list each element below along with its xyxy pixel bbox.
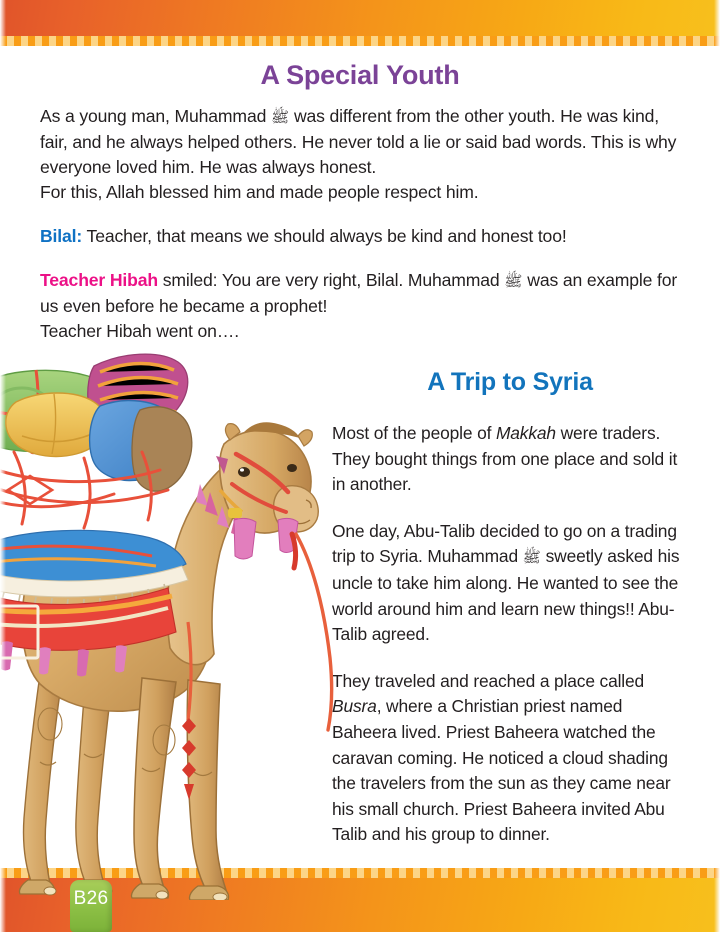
abu-talib-text-lead: One day, Abu-Talib decided to go on a trading trip to Syria. Muhammad [332, 520, 677, 567]
place-name-makkah: Makkah [495, 423, 556, 443]
special-youth-body [40, 104, 686, 344]
speaker-label-bilal: Bilal: [40, 226, 83, 246]
intro-text-lead: As a young man, Muhammad [40, 106, 271, 126]
trip-to-syria-body [332, 421, 688, 848]
intro-text-rest: was different from the other youth. He was kind, fair, and he always helped others. He never told a lie or said bad words. This is why everyone loved him. He was always honest. [40, 106, 677, 177]
teacher-text-after-glyph: was an example for us even before he became a prophet! [40, 270, 678, 316]
trip-to-syria-section [332, 368, 688, 848]
loaded-camel-illustration [0, 348, 337, 900]
paragraph-abu-talib [332, 519, 688, 648]
intro-text-tail: For this, Allah blessed him and made people respect him. [40, 182, 479, 202]
teacher-text-tail: Teacher Hibah went on…. [40, 321, 239, 341]
header-band [0, 0, 720, 36]
page-title: A Special Youth [260, 60, 460, 90]
page-number-badge [70, 880, 112, 932]
paragraph-bilal [40, 224, 686, 249]
pbuh-glyph-icon: ﷺ [522, 549, 541, 567]
paragraph-teacher-hibah [40, 268, 686, 344]
header-dashed-strip [0, 36, 720, 46]
pbuh-glyph-icon: ﷺ [504, 273, 523, 290]
traders-text-lead: Most of the people of [332, 423, 496, 443]
paragraph-intro [40, 104, 686, 205]
speaker-label-teacher-hibah: Teacher Hibah [40, 270, 158, 290]
traders-text-rest: were traders. They bought things from one place and sold it in another. [332, 423, 678, 495]
section-title-trip-to-syria: A Trip to Syria [427, 368, 593, 396]
abu-talib-text-rest: sweetly asked his uncle to take him along. He wanted to see the world around him and learn new things!! Abu-Talib agreed. [332, 546, 680, 645]
teacher-text-before-glyph: smiled: You are very right, Bilal. Muhammad [157, 270, 505, 290]
bilal-dialogue-text: Teacher, that means we should always be kind and honest too! [82, 226, 567, 246]
paragraph-busra [332, 669, 688, 848]
page-number-label: B26 [73, 888, 109, 909]
pbuh-glyph-icon: ﷺ [270, 109, 290, 126]
place-name-busra: Busra [332, 696, 377, 717]
busra-text-rest: , where a Christian priest named Baheera lived. Priest Baheera watched the caravan coming. He noticed a cloud shading the travelers from the sun as they came near his small church. Priest Baheera invited Abu Talib and his group to dinner. [332, 696, 671, 845]
busra-text-lead: They traveled and reached a place called [332, 670, 645, 691]
paragraph-traders [332, 421, 688, 498]
